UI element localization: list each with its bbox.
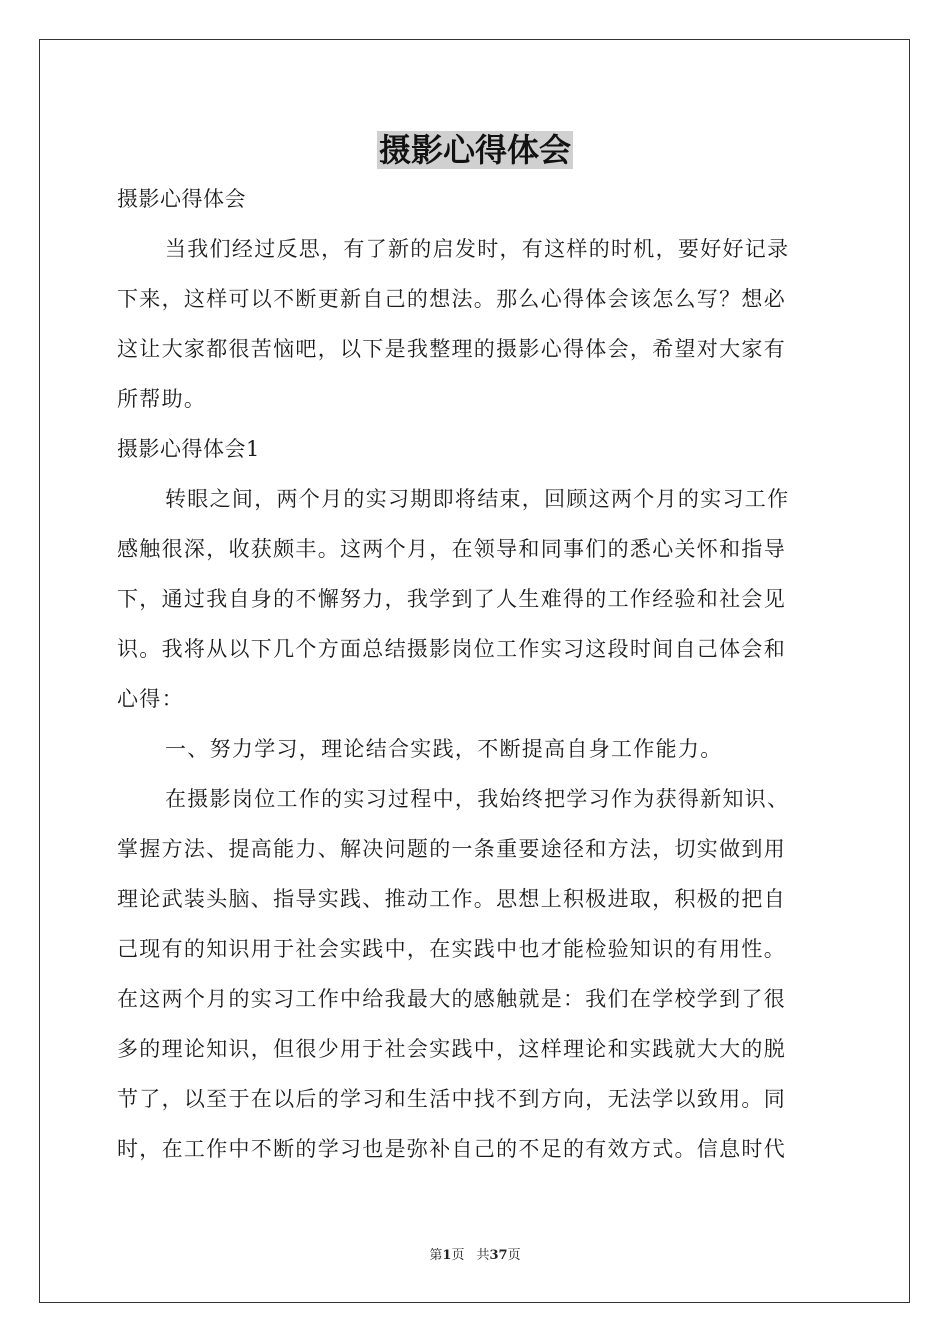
page-footer xyxy=(0,1247,950,1265)
text-line: 多的理论知识，但很少用于社会实践中，这样理论和实践就大大的脱 xyxy=(117,1037,786,1061)
document-body xyxy=(117,174,833,1174)
text-line: 这让大家都很苦恼吧，以下是我整理的摄影心得体会，希望对大家有 xyxy=(117,337,786,361)
text-line: 转眼之间，两个月的实习期即将结束，回顾这两个月的实习工作 xyxy=(165,487,790,511)
text-line: 识。我将从以下几个方面总结摄影岗位工作实习这段时间自己体会和 xyxy=(117,637,786,661)
text-line: 在摄影岗位工作的实习过程中，我始终把学习作为获得新知识、 xyxy=(165,787,790,811)
section-heading: 摄影心得体会1 xyxy=(117,437,260,461)
text-line: 下，通过我自身的不懈努力，我学到了人生难得的工作经验和社会见 xyxy=(117,587,786,611)
text-line: 在这两个月的实习工作中给我最大的感触就是：我们在学校学到了很 xyxy=(117,987,786,1011)
page-total-suffix: 页 xyxy=(507,1248,521,1263)
text-line: 所帮助。 xyxy=(117,387,207,411)
document-title-text: 摄影心得体会 xyxy=(378,131,571,169)
text-line: 心得： xyxy=(117,687,184,711)
document-title xyxy=(0,128,950,172)
text-line: 一、努力学习，理论结合实践，不断提高自身工作能力。 xyxy=(165,737,723,761)
page-number-prefix: 第 xyxy=(429,1248,443,1263)
text-line: 当我们经过反思，有了新的启发时，有这样的时机，要好好记录 xyxy=(165,237,790,261)
text-line: 下来，这样可以不断更新自己的想法。那么心得体会该怎么写？想必 xyxy=(117,287,786,311)
text-line: 理论武装头脑、指导实践、推动工作。思想上积极进取，积极的把自 xyxy=(117,887,786,911)
text-line: 掌握方法、提高能力、解决问题的一条重要途径和方法，切实做到用 xyxy=(117,837,786,861)
page-number-suffix: 页 xyxy=(451,1248,465,1263)
text-line: 感触很深，收获颇丰。这两个月，在领导和同事们的悉心关怀和指导 xyxy=(117,537,786,561)
page-total-count: 37 xyxy=(489,1248,508,1263)
text-line: 时，在工作中不断的学习也是弥补自己的不足的有效方式。信息时代 xyxy=(117,1137,786,1161)
text-line: 节了，以至于在以后的学习和生活中找不到方向，无法学以致用。同 xyxy=(117,1087,786,1111)
page-total-prefix: 共 xyxy=(476,1248,490,1263)
page-number-current: 1 xyxy=(442,1248,452,1263)
text-line: 己现有的知识用于社会实践中，在实践中也才能检验知识的有用性。 xyxy=(117,937,786,961)
section-heading: 摄影心得体会 xyxy=(117,187,246,211)
